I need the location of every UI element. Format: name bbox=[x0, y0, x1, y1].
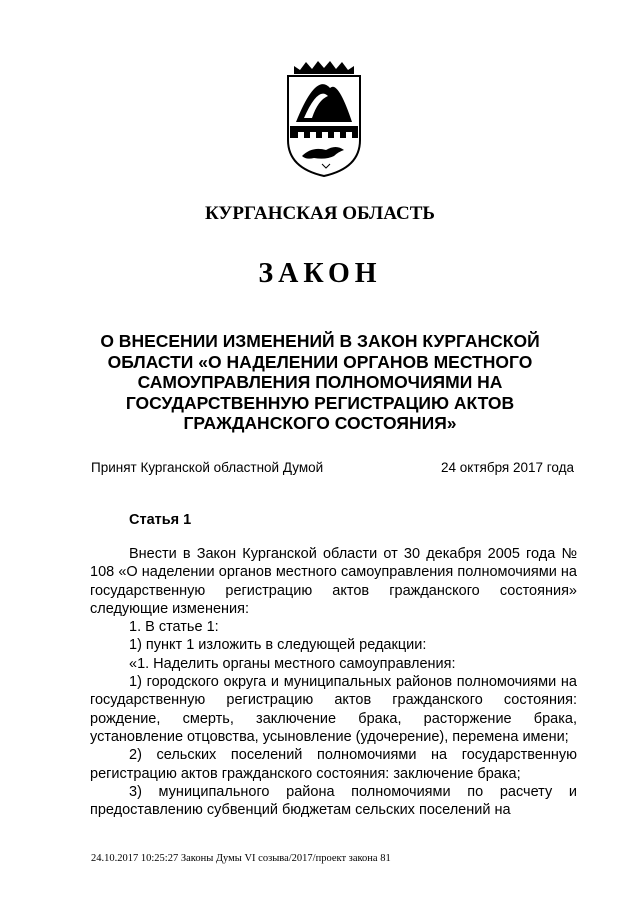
article-paragraph: 3) муниципального района полномочиями по расчету и предоставлению субвенций бюджетам сельских поселений на bbox=[90, 783, 577, 819]
article-paragraph: 1) городского округа и муниципальных районов полномочиями на государственную регистрацию актов гражданского состояния: рождение, смерть, заключение брака, расторжение брака, установление отцовства, усыновление (удочерение), перемена имени; bbox=[90, 674, 577, 745]
document-footer: 24.10.2017 10:25:27 Законы Думы VI созыва/2017/проект закона 81 bbox=[91, 853, 391, 864]
article-paragraph: 1) пункт 1 изложить в следующей редакции: bbox=[129, 637, 427, 654]
law-name: О ВНЕСЕНИИ ИЗМЕНЕНИЙ В ЗАКОН КУРГАНСКОЙ ОБЛАСТИ «О НАДЕЛЕНИИ ОРГАНОВ МЕСТНОГО САМОУПРАВЛЕНИЯ ПОЛНОМОЧИЯМИ НА ГОСУДАРСТВЕННУЮ РЕГИСТРАЦИЮ АКТОВ ГРАЖДАНСКОГО СОСТОЯНИЯ» bbox=[100, 331, 540, 433]
region-title: КУРГАНСКАЯ ОБЛАСТЬ bbox=[205, 203, 435, 224]
adoption-line bbox=[91, 460, 574, 475]
article-paragraph: 1. В статье 1: bbox=[129, 619, 219, 636]
coat-of-arms-icon bbox=[282, 60, 366, 178]
article-paragraph: Внести в Закон Курганской области от 30 декабря 2005 года № 108 «О наделении органов местного самоуправления полномочиями на государственную регистрацию актов гражданского состояния» следующие изменения: bbox=[90, 546, 577, 617]
adopted-by: Принят Курганской областной Думой bbox=[91, 460, 324, 475]
article-paragraph: 2) сельских поселений полномочиями на государственную регистрацию актов гражданского состояния: заключение брака; bbox=[90, 747, 577, 782]
article-heading: Статья 1 bbox=[129, 512, 192, 528]
article-paragraph: «1. Наделить органы местного самоуправления: bbox=[129, 655, 456, 672]
article-body bbox=[90, 545, 577, 819]
document-type-title: ЗАКОН bbox=[258, 258, 382, 289]
adoption-date: 24 октября 2017 года bbox=[441, 460, 574, 475]
